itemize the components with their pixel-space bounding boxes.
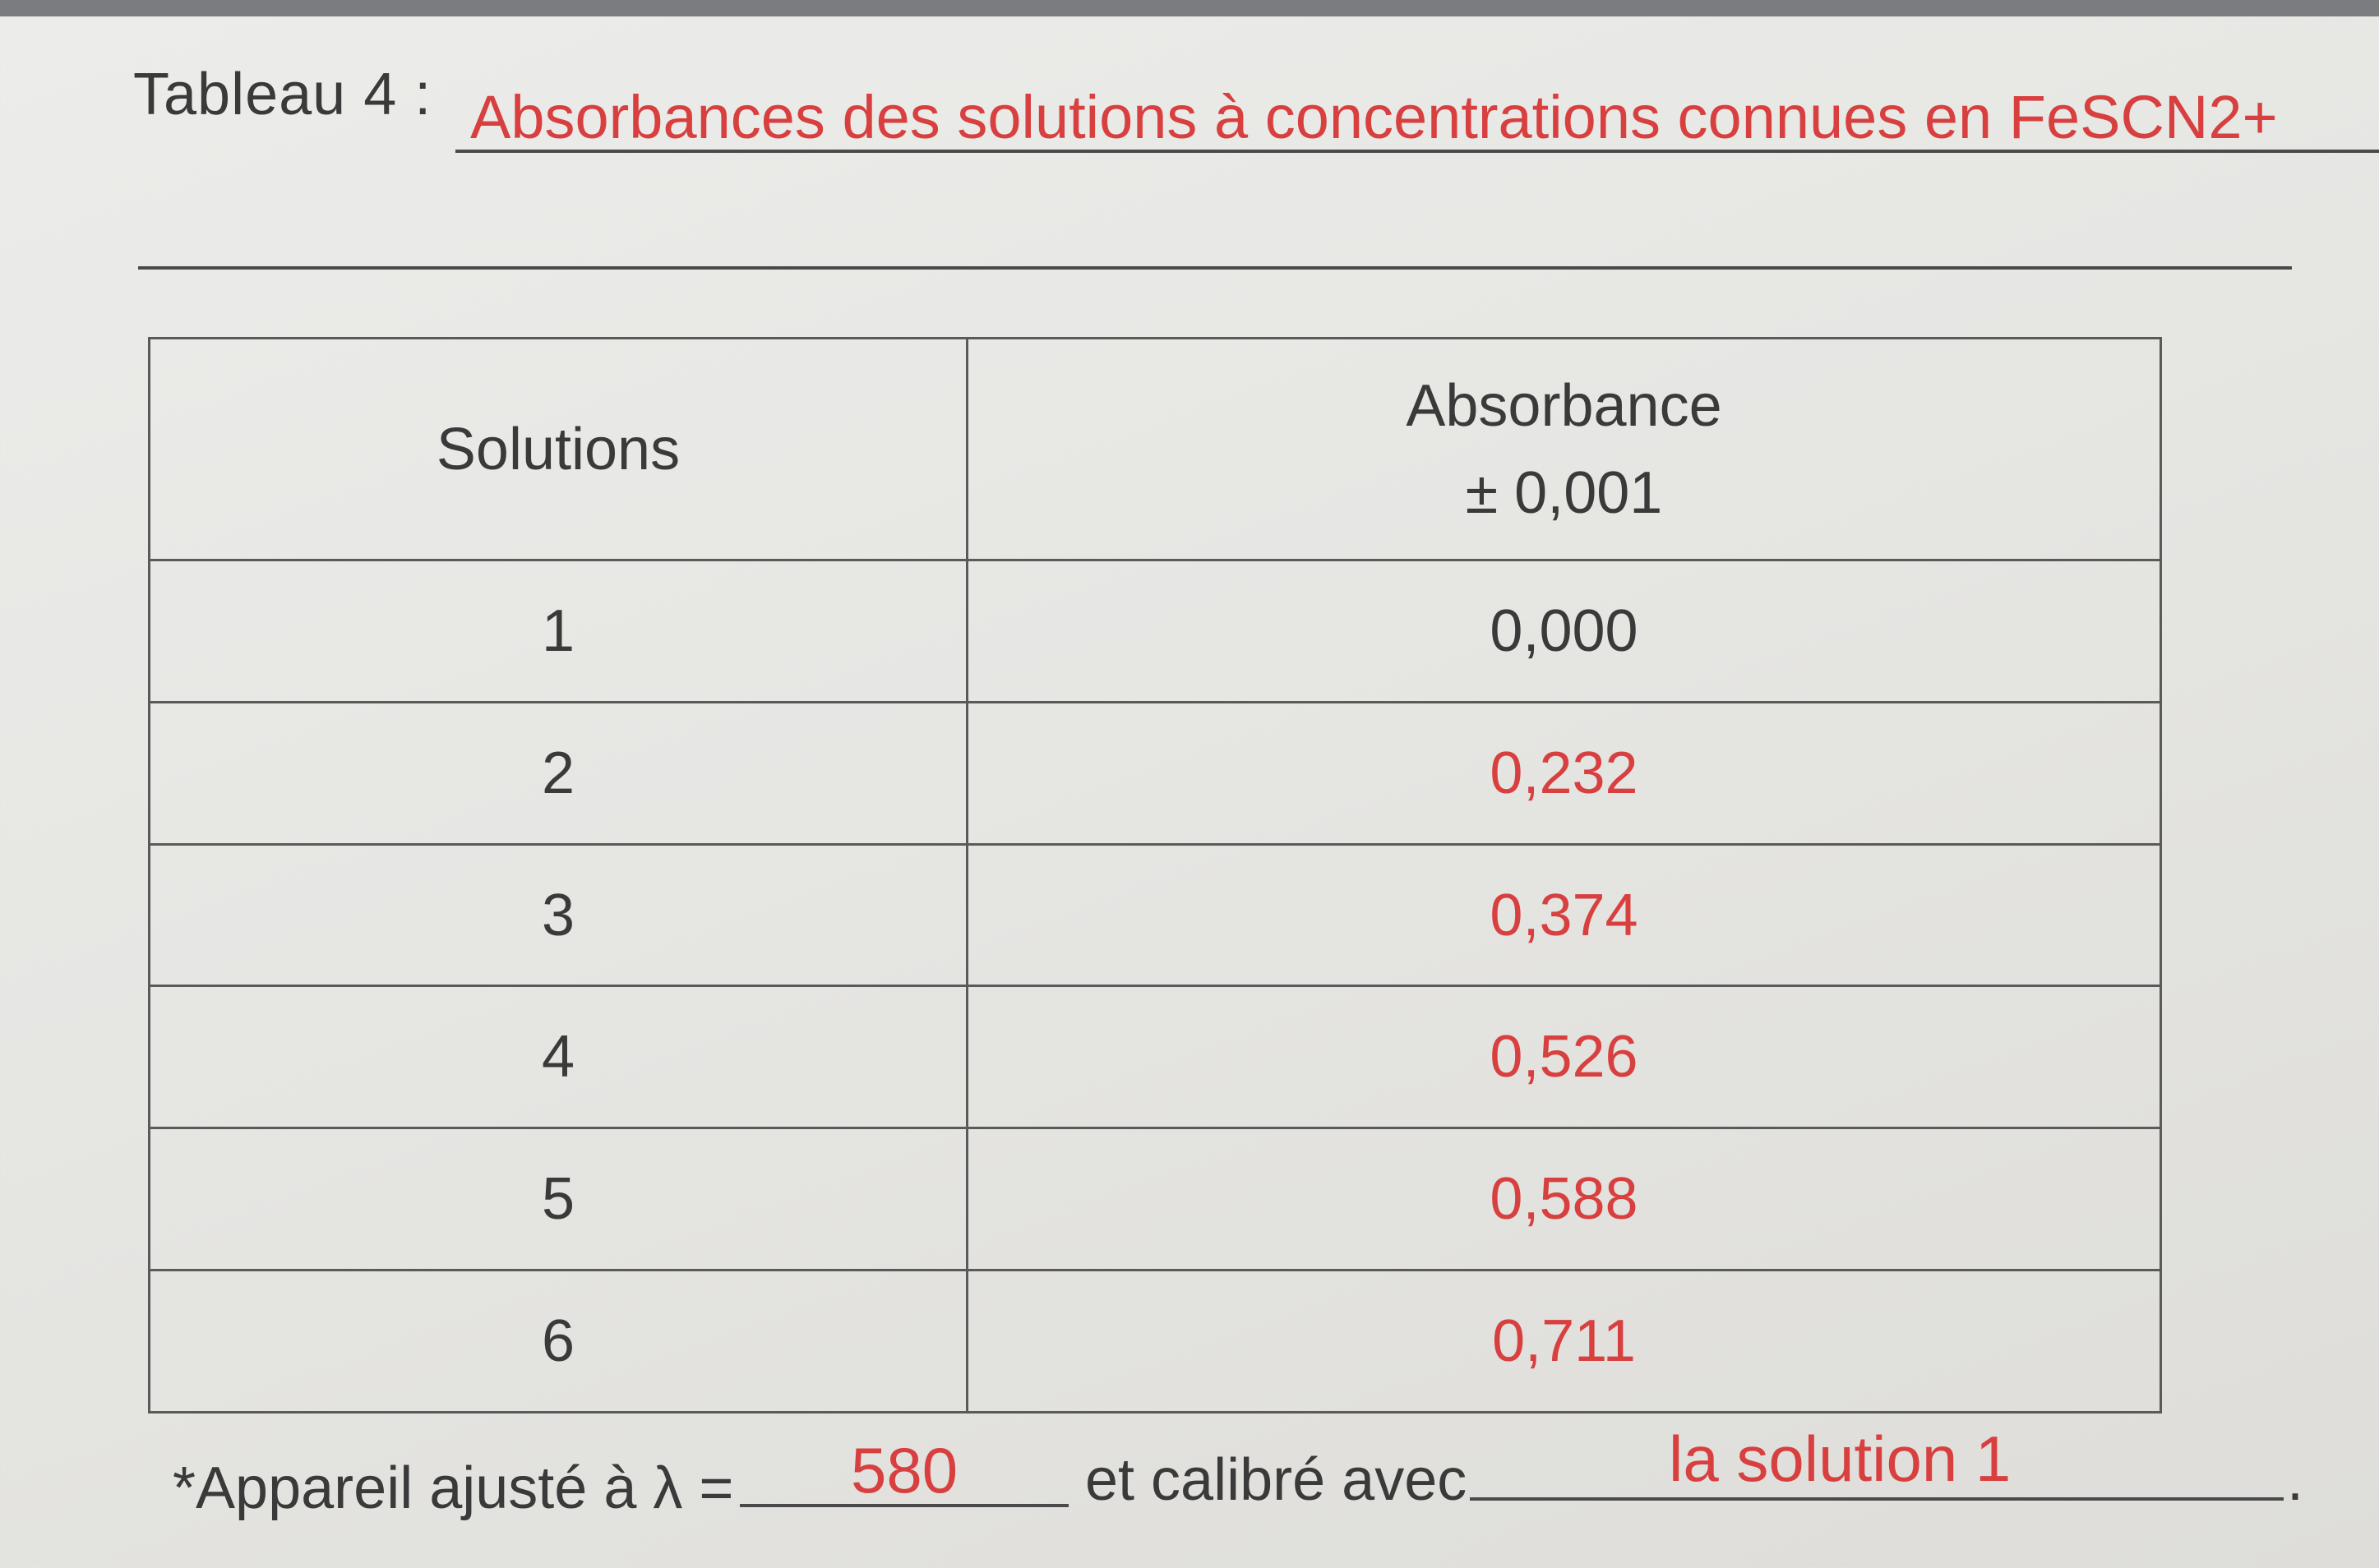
table-row <box>150 1271 2161 1413</box>
header-absorbance-label: Absorbance <box>1406 372 1722 439</box>
note-suffix: . <box>2287 1447 2304 1513</box>
blank-answer-line <box>138 266 2292 270</box>
table-caption <box>133 43 2312 151</box>
header-absorbance <box>968 339 2161 560</box>
wavelength-value: 580 <box>851 1434 959 1506</box>
absorbance-cell: 0,000 <box>968 560 2161 703</box>
absorbance-cell: 0,374 <box>968 844 2161 986</box>
caption-title: Absorbances des solutions à concentrations connues en FeSCN2+ <box>470 83 2278 151</box>
solution-cell: 1 <box>150 560 968 703</box>
absorbance-cell: 0,588 <box>968 1128 2161 1271</box>
header-uncertainty: ± 0,001 <box>1465 459 1663 526</box>
screen-top-edge <box>0 0 2379 16</box>
solution-cell: 6 <box>150 1271 968 1413</box>
absorbance-table <box>148 337 2162 1414</box>
caption-label: Tableau 4 : <box>133 62 432 127</box>
table-row <box>150 1128 2161 1271</box>
table-row <box>150 986 2161 1128</box>
table-row <box>150 702 2161 844</box>
solution-cell: 3 <box>150 844 968 986</box>
calibration-value: la solution 1 <box>1669 1423 2012 1495</box>
solution-cell: 2 <box>150 702 968 844</box>
header-solutions: Solutions <box>150 339 968 560</box>
note-prefix: *Appareil ajusté à λ = <box>173 1455 734 1521</box>
solution-cell: 4 <box>150 986 968 1128</box>
instrument-note <box>173 1422 2326 1520</box>
note-middle: et calibré avec <box>1085 1447 1467 1513</box>
absorbance-cell: 0,526 <box>968 986 2161 1128</box>
table-row <box>150 844 2161 986</box>
solution-cell: 5 <box>150 1128 968 1271</box>
table-header-row <box>150 339 2161 560</box>
table-row <box>150 560 2161 703</box>
absorbance-cell: 0,232 <box>968 702 2161 844</box>
calibration-underline <box>1470 1497 2284 1501</box>
absorbance-cell: 0,711 <box>968 1271 2161 1413</box>
